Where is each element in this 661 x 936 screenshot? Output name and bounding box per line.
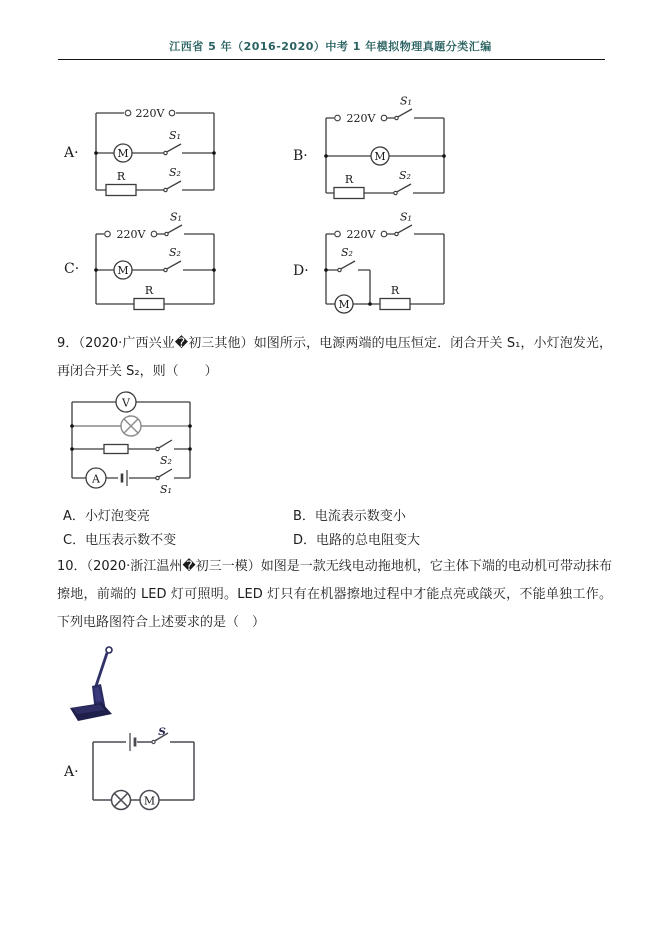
circuit-b-diagram xyxy=(318,94,452,205)
switch-pivot xyxy=(164,268,167,271)
switch1-label: S₁ xyxy=(169,129,181,142)
junction-dot xyxy=(94,151,98,155)
switch1-label: S₁ xyxy=(170,210,182,224)
voltmeter-label: V xyxy=(122,396,130,410)
switch2-label: S₂ xyxy=(169,246,181,259)
question-9-circuit-diagram xyxy=(60,388,218,500)
q9-option-c: C．电压表示数不变 xyxy=(63,533,177,548)
junction-dot xyxy=(188,424,192,428)
wires xyxy=(72,402,190,478)
switch-pivot xyxy=(164,188,167,191)
circuit-choice-a-label: A· xyxy=(64,145,79,161)
voltage-label: 220V xyxy=(135,107,165,120)
switch-blade xyxy=(159,440,172,448)
circuit-d-diagram xyxy=(318,210,452,314)
switch-pivot xyxy=(394,191,397,194)
switch-blade xyxy=(167,181,181,189)
q10-circuit-a-diagram xyxy=(84,726,202,814)
motor-label: M xyxy=(117,147,129,160)
resistor-symbol xyxy=(106,185,136,196)
q9-option-b: B．电流表示数变小 xyxy=(293,509,406,524)
switch1-label: S₁ xyxy=(400,94,412,108)
switch-blade xyxy=(398,109,412,117)
junction-dot xyxy=(70,447,74,451)
wires xyxy=(326,234,444,304)
supply-terminal-icon xyxy=(105,231,111,237)
circuit-choice-c-label: C· xyxy=(64,261,80,277)
switch-pivot xyxy=(156,476,159,479)
switch-blade xyxy=(168,225,182,233)
switch-blade xyxy=(397,184,411,192)
switch2-label: S₂ xyxy=(341,246,353,259)
voltage-label: 220V xyxy=(346,112,376,125)
circuit-choice-d-label: D· xyxy=(293,263,309,279)
voltage-label: 220V xyxy=(346,228,376,241)
wires xyxy=(93,742,194,800)
question-9-stem: 9．（2020·广西兴业�初三其他）如图所示，电源两端的电压恒定．闭合开关 S₁，小灯泡发光，再闭合开关 S₂，则（ ） xyxy=(57,336,612,379)
motor-label: M xyxy=(143,794,156,808)
supply-terminal-icon xyxy=(125,110,131,116)
switch-pivot xyxy=(338,268,341,271)
supply-terminal-icon xyxy=(335,115,341,121)
switch-pivot xyxy=(395,116,398,119)
switch-blade xyxy=(398,225,412,233)
switch1-label: S₁ xyxy=(160,483,172,496)
switch-label: S xyxy=(158,726,166,738)
circuit-choice-b-label: B· xyxy=(293,148,308,164)
switch1-label: S₁ xyxy=(400,210,412,224)
mop-product-photo xyxy=(62,644,157,724)
junction-dot xyxy=(324,154,328,158)
q9-option-a: A．小灯泡变亮 xyxy=(63,509,150,524)
ammeter-label: A xyxy=(92,472,100,486)
supply-terminal-icon xyxy=(169,110,175,116)
resistor-symbol xyxy=(104,445,128,454)
resistor-label: R xyxy=(144,284,154,297)
switch-pivot xyxy=(156,447,159,450)
junction-dot xyxy=(442,154,446,158)
circuit-c-diagram xyxy=(88,210,222,314)
resistor-label: R xyxy=(344,173,354,186)
circuit-a-diagram xyxy=(88,100,222,200)
switch2-label: S₂ xyxy=(399,169,411,182)
q9-option-d: D．电路的总电阻变大 xyxy=(293,533,421,548)
header-divider xyxy=(58,59,605,60)
junction-dot xyxy=(368,302,372,306)
switch2-label: S₂ xyxy=(160,454,172,467)
mop-handle-loop xyxy=(106,647,112,653)
voltage-label: 220V xyxy=(116,228,146,241)
page-header-title: 江西省 5 年（2016-2020）中考 1 年模拟物理真题分类汇编 xyxy=(169,40,492,53)
motor-label: M xyxy=(374,150,386,163)
supply-terminal-icon xyxy=(381,115,387,121)
motor-label: M xyxy=(338,298,350,311)
switch-blade xyxy=(167,144,181,152)
switch-blade xyxy=(167,261,181,269)
switch-pivot xyxy=(164,151,167,154)
resistor-symbol xyxy=(380,299,410,310)
junction-dot xyxy=(94,268,98,272)
supply-terminal-icon xyxy=(151,231,157,237)
supply-terminal-icon xyxy=(335,231,341,237)
q10-choice-a-label: A· xyxy=(64,764,79,780)
switch-pivot xyxy=(165,232,168,235)
junction-dot xyxy=(324,268,328,272)
junction-dot xyxy=(188,447,192,451)
junction-dot xyxy=(70,424,74,428)
question-10-stem: 10．（2020·浙江温州�初三一模）如图是一款无线电动拖地机，它主体下端的电动机可带动抹布擦地，前端的 LED 灯可照明。LED 灯只有在机器擦地过程中才能点亮或燄灭，不能单独工作。下列电路图符合上述要求的是（ ） xyxy=(57,559,612,630)
mop-pole xyxy=(95,653,107,689)
switch-blade xyxy=(341,261,355,269)
junction-dot xyxy=(212,268,216,272)
supply-terminal-icon xyxy=(381,231,387,237)
switch-pivot xyxy=(395,232,398,235)
resistor-label: R xyxy=(390,284,400,297)
junction-dot xyxy=(212,151,216,155)
resistor-label: R xyxy=(116,170,126,183)
switch2-label: S₂ xyxy=(169,166,181,179)
resistor-symbol xyxy=(334,188,364,199)
switch-pivot xyxy=(152,740,155,743)
motor-label: M xyxy=(117,264,129,277)
switch-blade xyxy=(159,469,172,477)
resistor-symbol xyxy=(134,299,164,310)
